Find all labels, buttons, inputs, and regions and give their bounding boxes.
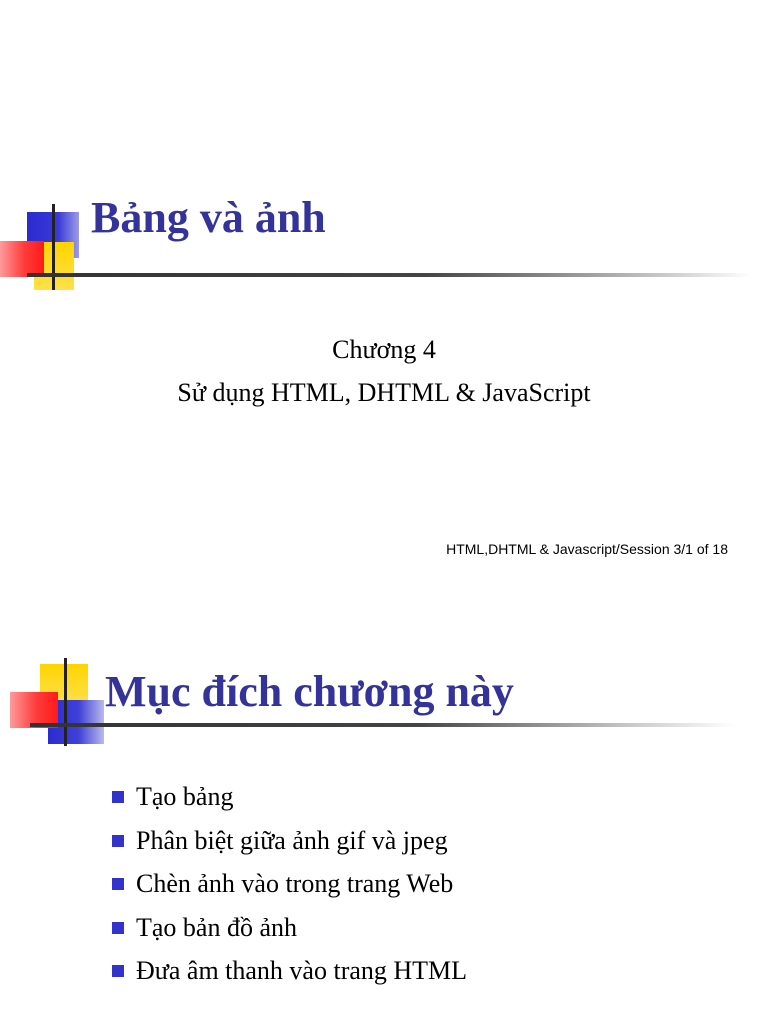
vertical-line-decoration <box>52 204 55 290</box>
square-bullet-icon <box>112 835 124 847</box>
list-item-text: Tạo bản đồ ảnh <box>136 912 298 942</box>
red-square-decoration <box>0 241 44 277</box>
list-item-text: Tạo bảng <box>136 782 234 811</box>
list-item <box>110 869 467 913</box>
square-bullet-icon <box>112 922 124 934</box>
chapter-label: Chương 4 <box>332 335 436 364</box>
title-underline <box>30 723 735 727</box>
list-item <box>110 826 467 870</box>
list-item <box>110 782 467 826</box>
list-item-text: Chèn ảnh vào trong trang Web <box>136 869 454 898</box>
slide-footer: HTML,DHTML & Javascript/Session 3/1 of 18 <box>446 541 728 557</box>
square-bullet-icon <box>112 878 124 890</box>
slide-2 <box>0 596 768 1024</box>
square-bullet-icon <box>112 791 124 803</box>
objectives-list <box>110 782 467 1000</box>
title-underline <box>27 273 752 277</box>
list-item <box>110 913 467 957</box>
list-item-text: Phân biệt giữa ảnh gif và jpeg <box>136 825 448 855</box>
slide-2-title: Mục đích chương này <box>105 667 514 716</box>
list-item <box>110 956 467 1000</box>
course-subtitle: Sử dụng HTML, DHTML & JavaScript <box>177 378 591 407</box>
list-item-text: Đưa âm thanh vào trang HTML <box>136 956 468 985</box>
slide-1-title: Bảng và ảnh <box>91 193 326 242</box>
square-bullet-icon <box>112 965 124 977</box>
vertical-line-decoration <box>64 658 67 746</box>
